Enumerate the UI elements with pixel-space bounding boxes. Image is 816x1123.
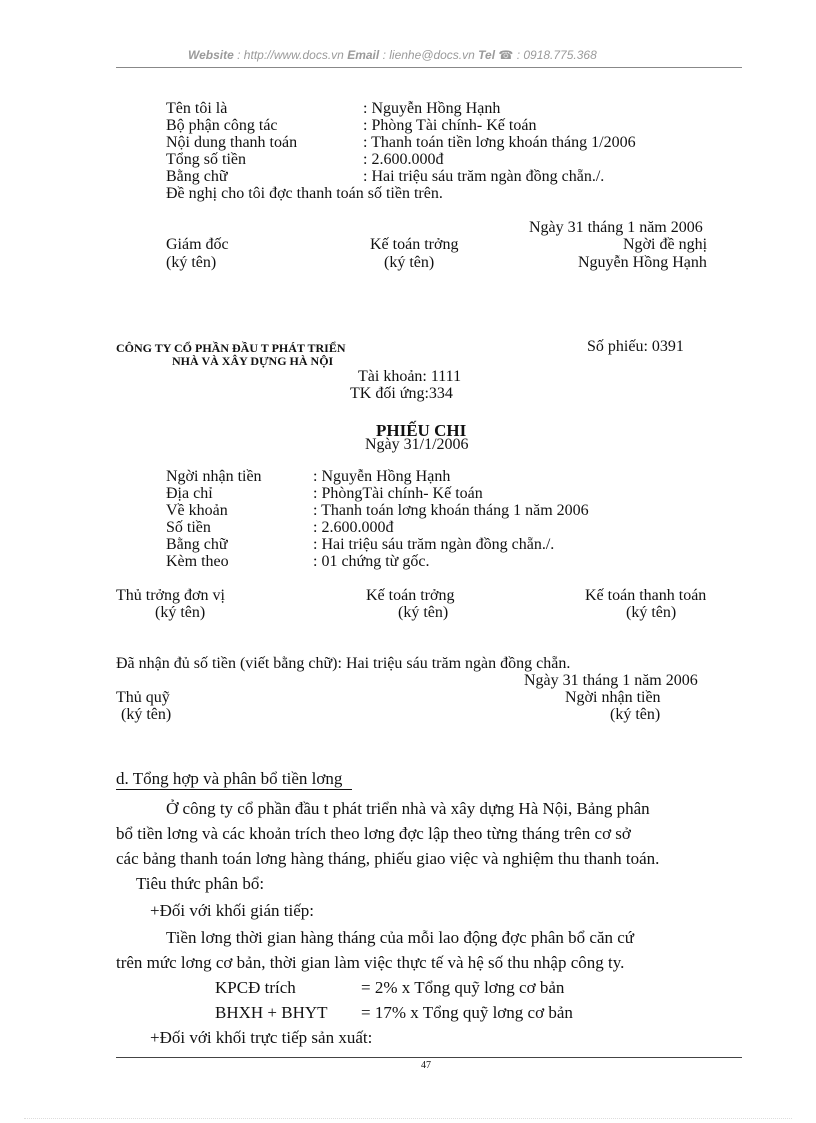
account: Tài khoản: 1111 (358, 368, 462, 385)
indirect-label: +Đối với khối gián tiếp: (150, 901, 315, 920)
sig-director: Giám đốc (166, 236, 229, 253)
sig-chief-accountant: Kế toán trởng (370, 236, 459, 253)
sig-unit-head-note: (ký tên) (155, 604, 206, 621)
email-value: : lienhe@docs.vn (382, 48, 475, 62)
sig-chief-accountant: Kế toán trởng (366, 587, 455, 604)
header-rule (116, 67, 742, 68)
paragraph-2-line-2: trên mức lơng cơ bản, thời gian làm việc thực tế và hệ số thu nhập công ty. (116, 953, 625, 972)
voucher-number: Số phiếu: 0391 (587, 338, 684, 355)
formula-2-value: = 17% x Tổng quỹ lơng cơ bản (361, 1003, 573, 1022)
counter-account: TK đối ứng:334 (350, 385, 453, 402)
company-name-line2: NHÀ VÀ XÂY DỰNG HÀ NỘI (172, 354, 334, 368)
sig-requester: Ngời đề nghị (623, 236, 708, 253)
paragraph-1-line-1: Ở công ty cổ phần đầu t phát triển nhà và xây dựng Hà Nội, Bảng phân (166, 799, 650, 818)
phone-icon: ☎ (498, 48, 514, 62)
sig-chief-accountant-note: (ký tên) (398, 604, 449, 621)
page-number: 47 (421, 1060, 431, 1071)
sig-chief-accountant-note: (ký tên) (384, 254, 435, 271)
formula-1-label: KPCĐ trích (215, 978, 296, 997)
sig-treasurer: Thủ quỹ (116, 689, 170, 706)
sig-treasurer-note: (ký tên) (121, 706, 172, 723)
sig-director-note: (ký tên) (166, 254, 217, 271)
request-closing: Đề nghị cho tôi đợc thanh toán số tiền trên. (166, 185, 443, 202)
criteria-label: Tiêu thức phân bổ: (136, 874, 265, 893)
email-label: Email (347, 48, 380, 62)
footer-rule (116, 1057, 742, 1058)
formula-1-value: = 2% x Tổng quỹ lơng cơ bản (361, 978, 565, 997)
paragraph-1-line-3: các bảng thanh toán lơng hàng tháng, phiếu giao việc và nghiệm thu thanh toán. (116, 849, 660, 868)
company-name-line1: CÔNG TY CỔ PHẦN ĐẦU T PHÁT TRIỂN (116, 341, 346, 355)
sig-receiver: Ngời nhận tiền (565, 689, 661, 706)
formula-2-label: BHXH + BHYT (215, 1003, 328, 1022)
sig-requester-name: Nguyễn Hồng Hạnh (578, 254, 707, 271)
website-value: : http://www.docs.vn (237, 48, 344, 62)
website-label: Website (188, 48, 234, 62)
voucher-title: PHIẾU CHI (376, 421, 467, 440)
direct-label: +Đối với khối trực tiếp sản xuất: (150, 1028, 373, 1047)
voucher-date-2: Ngày 31 tháng 1 năm 2006 (524, 672, 698, 689)
request-date: Ngày 31 tháng 1 năm 2006 (529, 219, 703, 236)
page-header (188, 48, 597, 62)
paragraph-2-line-1: Tiền lơng thời gian hàng tháng của mỗi lao động đợc phân bổ căn cứ (166, 928, 635, 947)
received-text: Đã nhận đủ số tiền (viết bằng chữ): Hai triệu sáu trăm ngàn đồng chẵn. (116, 655, 571, 672)
sig-unit-head: Thủ trởng đơn vị (116, 587, 225, 604)
sig-payment-accountant: Kế toán thanh toán (585, 587, 707, 604)
sig-receiver-note: (ký tên) (610, 706, 661, 723)
paragraph-1-line-2: bổ tiền lơng và các khoản trích theo lơng đợc lập theo từng tháng trên cơ sở (116, 824, 631, 843)
bottom-dotted-line (24, 1118, 792, 1119)
tel-value: : 0918.775.368 (516, 48, 597, 62)
section-heading: d. Tổng hợp và phân bổ tiền lơng (116, 769, 352, 790)
tel-label: Tel (478, 48, 496, 62)
sig-payment-accountant-note: (ký tên) (626, 604, 677, 621)
voucher-date: Ngày 31/1/2006 (365, 436, 469, 453)
